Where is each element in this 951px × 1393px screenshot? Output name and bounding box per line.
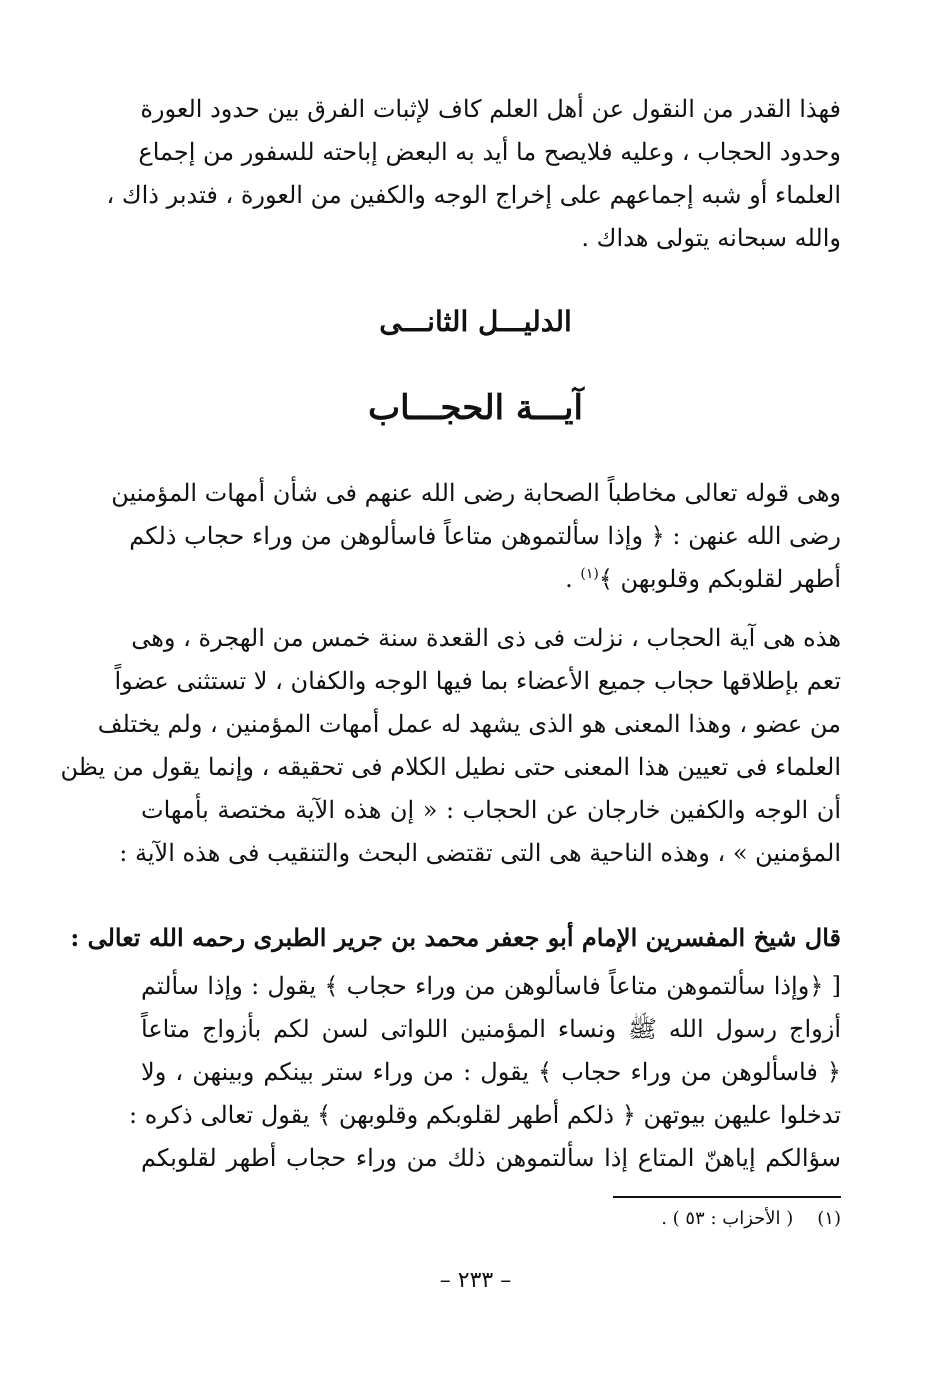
paragraph-1-text <box>106 88 841 260</box>
paragraph-2-line: رضى الله عنهن : ﴿ وإذا سألتموهن متاعاً فاسألوهن من وراء حجاب ذلكم <box>129 522 841 550</box>
footnote-text: ( الأحزاب : ٥٣ ) . <box>661 1208 794 1229</box>
paragraph-4-line: ﴿ فاسألوهن من وراء حجاب ﴾ يقول : من وراء ستر بينكم وبينهن ، ولا <box>141 1058 841 1086</box>
footnote <box>661 1204 841 1234</box>
paragraph-2-line: وهى قوله تعالى مخاطباً الصحابة رضى الله عنهم فى شأن أمهات المؤمنين <box>111 479 841 507</box>
paragraph-3-line: أن الوجه والكفين خارجان عن الحجاب : « إن هذه الآية مختصة بأمهات <box>141 796 841 824</box>
paragraph-4-line: أزواج رسول الله ﷺ ونساء المؤمنين اللواتى لسن لكم بأزواج متاعاً <box>141 1015 841 1043</box>
paragraph-4-text <box>70 916 841 1180</box>
paragraph-4-line: تدخلوا عليهن بيوتهن ﴿ ذلكم أطهر لقلوبكم وقلوبهن ﴾ يقول تعالى ذكره : <box>129 1101 841 1129</box>
paragraph-3-line: تعم بإطلاقها حجاب جميع الأعضاء بما فيها الوجه والكفان ، لا تستثنى عضواً <box>114 667 841 695</box>
section-subheading: آيـــة الحجـــاب <box>368 388 583 428</box>
footnote-number: (١) <box>817 1208 841 1229</box>
paragraph-4-line: سؤالكم إياهنّ المتاع إذا سألتموهن ذلك من وراء حجاب أطهر لقلوبكم <box>141 1144 841 1172</box>
paragraph-1 <box>106 88 841 260</box>
paragraph-3-text <box>60 617 841 875</box>
footnote-divider <box>613 1196 841 1198</box>
paragraph-3 <box>60 617 841 875</box>
paragraph-2-trailing: . <box>565 565 581 593</box>
section-heading: الدليـــل الثانـــى <box>379 305 572 338</box>
paragraph-4 <box>70 916 841 1180</box>
paragraph-3-line: هذه هى آية الحجاب ، نزلت فى ذى القعدة سنة خمس من الهجرة ، وهى <box>131 624 841 652</box>
paragraph-3-line: من عضو ، وهذا المعنى هو الذى يشهد له عمل أمهات المؤمنين ، ولم يختلف <box>97 710 841 738</box>
paragraph-2-line-last <box>141 558 841 601</box>
paragraph-3-line: المؤمنين » ، وهذه الناحية هى التى تقتضى البحث والتنقيب فى هذه الآية : <box>119 839 841 867</box>
paragraph-2-text <box>111 472 841 601</box>
quote-attribution: قال شيخ المفسرين الإمام أبو جعفر محمد بن جرير الطبرى رحمه الله تعالى : <box>70 923 841 952</box>
paragraph-2 <box>111 472 841 601</box>
paragraph-2-line: أطهر لقلوبكم وقلوبهن ﴾ <box>598 565 841 593</box>
page-number: – ٢٣٣ – <box>439 1268 512 1293</box>
paragraph-3-line: العلماء فى تعيين هذا المعنى حتى نطيل الكلام فى تحقيقه ، وإنما يقول من يظن <box>60 753 841 781</box>
footnote-reference: (١) <box>580 566 599 582</box>
paragraph-1-line: فهذا القدر من النقول عن أهل العلم كاف لإثبات الفرق بين حدود العورة <box>140 95 841 123</box>
paragraph-1-line: العلماء أو شبه إجماعهم على إخراج الوجه والكفين من العورة ، فتدبر ذاك ، <box>106 181 841 209</box>
paragraph-1-line: وحدود الحجاب ، وعليه فلايصح ما أيد به البعض إباحته للسفور من إجماع <box>138 138 841 166</box>
paragraph-4-line: [ ﴿وإذا سألتموهن متاعاً فاسألوهن من وراء حجاب ﴾ يقول : وإذا سألتم <box>141 972 841 1000</box>
paragraph-1-line: والله سبحانه يتولى هداك . <box>581 224 841 252</box>
